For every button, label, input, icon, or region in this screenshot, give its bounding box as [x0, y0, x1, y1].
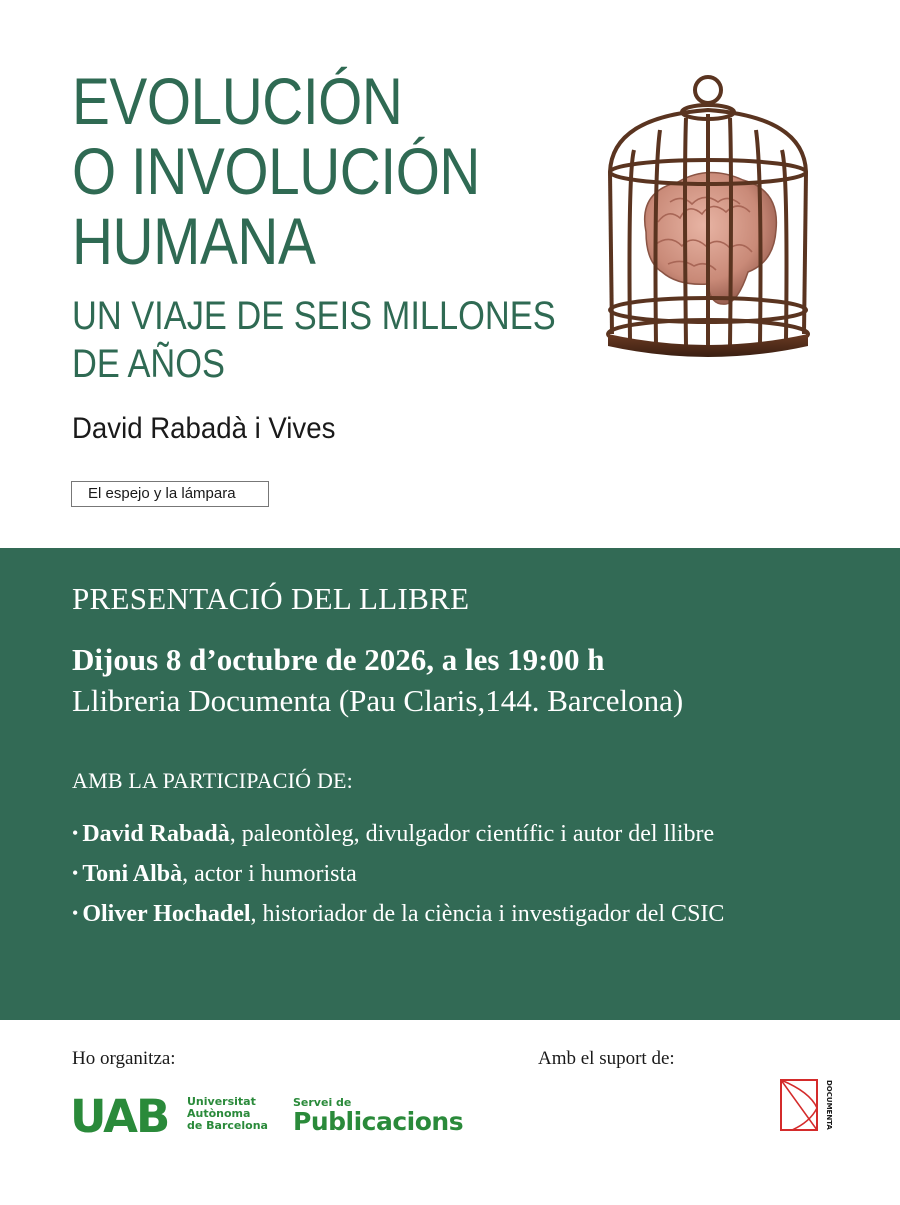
event-heading: PRESENTACIÓ DEL LLIBRE — [72, 581, 470, 616]
uab-name-line-3: de Barcelona — [187, 1119, 268, 1132]
documenta-logo — [780, 1078, 832, 1132]
documenta-text: DOCUMENTA — [825, 1080, 833, 1130]
participant-item — [72, 861, 357, 888]
book-header — [0, 0, 900, 548]
uab-letters: UAB — [70, 1090, 169, 1143]
participation-heading: AMB LA PARTICIPACIÓ DE: — [72, 768, 353, 793]
book-subtitle-line-2: DE AÑOS — [72, 342, 225, 386]
participant-name: David Rabadà — [82, 821, 230, 847]
book-title-line-2: O INVOLUCIÓN — [72, 134, 480, 208]
publications-logo — [293, 1096, 463, 1135]
uab-name — [187, 1096, 268, 1132]
bullet-icon: • — [72, 823, 79, 843]
participant-role: , historiador de la ciència i investigador del CSIC — [250, 901, 725, 927]
participant-name: Toni Albà — [82, 861, 183, 887]
publications-main: Publicacions — [293, 1107, 464, 1136]
uab-name-line-1: Universitat — [187, 1095, 256, 1108]
participant-role: , actor i humorista — [182, 861, 357, 887]
event-datetime: Dijous 8 d’octubre de 2026, a les 19:00 h — [72, 642, 605, 677]
participant-item — [72, 821, 714, 848]
support-label: Amb el suport de: — [538, 1048, 675, 1069]
event-panel — [0, 548, 900, 1020]
book-title-line-1: EVOLUCIÓN — [72, 64, 403, 138]
book-title-line-3: HUMANA — [72, 204, 316, 278]
organizer-label: Ho organitza: — [72, 1048, 176, 1069]
participant-role: , paleontòleg, divulgador científic i autor del llibre — [229, 821, 715, 847]
publications-top: Servei de — [293, 1096, 352, 1109]
participant-name: Oliver Hochadel — [82, 901, 251, 927]
collection-label: El espejo y la lámpara — [71, 481, 269, 507]
uab-name-line-2: Autònoma — [187, 1107, 251, 1120]
sponsors-footer — [0, 1020, 900, 1205]
bullet-icon: • — [72, 863, 79, 883]
event-venue: Llibreria Documenta (Pau Claris,144. Barcelona) — [72, 683, 684, 718]
participant-item — [72, 901, 724, 928]
book-subtitle-line-1: UN VIAJE DE SEIS MILLONES — [72, 294, 556, 338]
brain-in-cage-illustration — [598, 72, 818, 364]
book-author: David Rabadà i Vives — [72, 412, 336, 445]
bullet-icon: • — [72, 903, 79, 923]
